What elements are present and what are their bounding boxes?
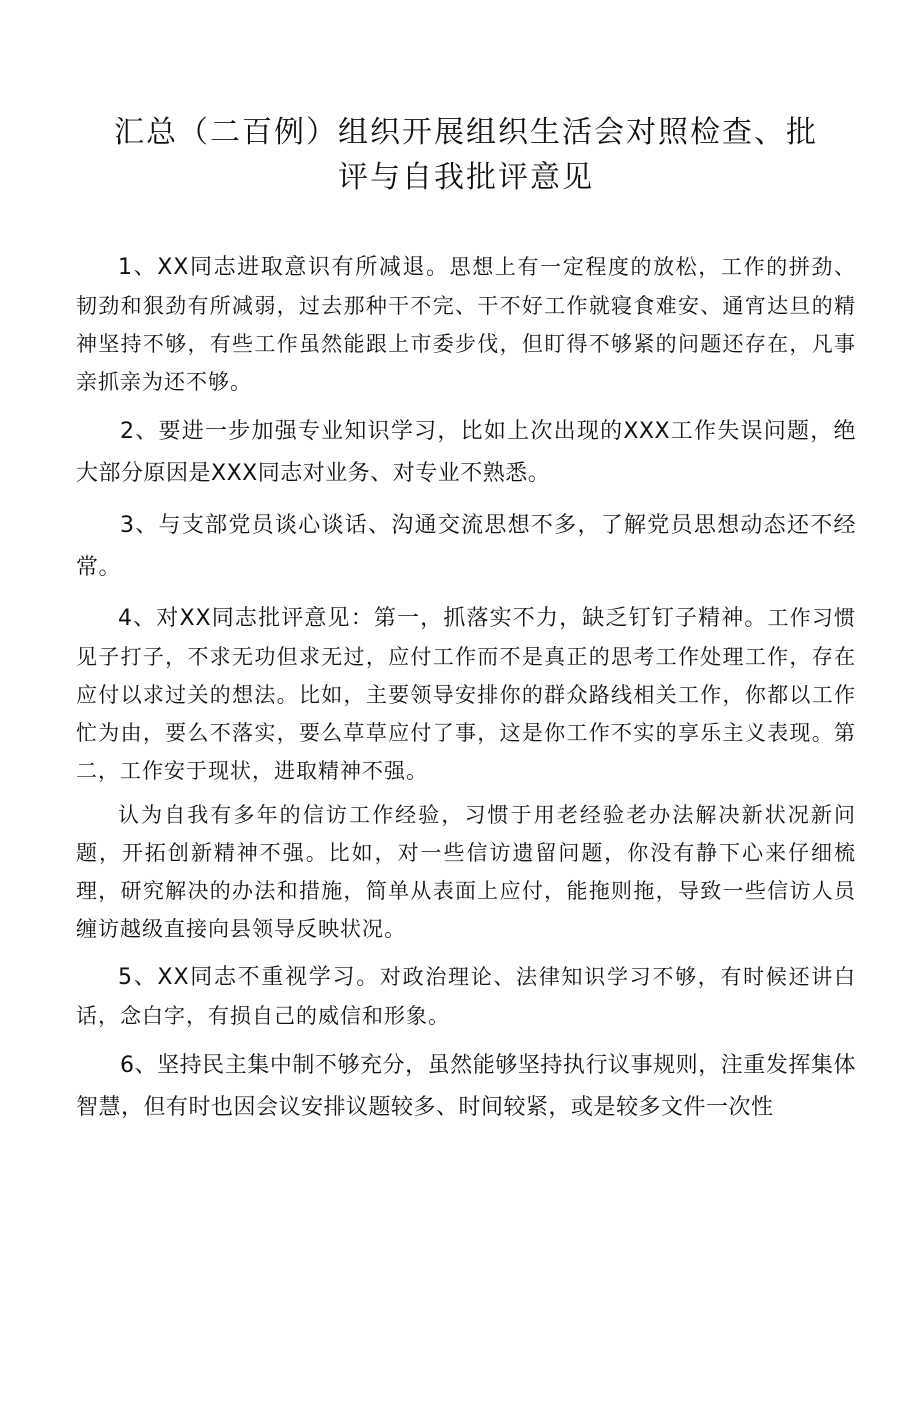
paragraph-4-continued bbox=[76, 796, 856, 948]
paragraph-4-lead: 4、对XX同志批评意见：第一，抓落实不力，缺乏钉钉子精神。 bbox=[118, 606, 768, 631]
paragraph-3 bbox=[76, 505, 856, 589]
paragraph-6 bbox=[76, 1045, 856, 1129]
paragraph-5 bbox=[76, 958, 856, 1035]
paragraph-4-continued-body: 认为自我有多年的信访工作经验，习惯于用老经验老办法解决新状况新问题，开拓创新精神不强。比如，对一些信访遗留问题，你没有静下心来仔细梳理，研究解决的办法和措施，简单从表面上应付，能拖则拖，导致一些信访人员缠访越级直接向县领导反映状况。 bbox=[76, 803, 856, 941]
paragraph-3-body: 3、与支部党员谈心谈话、沟通交流思想不多，了解党员思想动态还不经常。 bbox=[76, 513, 856, 580]
title-line-2: 评与自我批评意见 bbox=[338, 160, 594, 195]
paragraph-6-body: 6、坚持民主集中制不够充分，虽然能够坚持执行议事规则，注重发挥集体智慧，但有时也因会议安排议题较多、时间较紧，或是较多文件一次性 bbox=[76, 1053, 856, 1120]
paragraph-1 bbox=[76, 248, 856, 401]
document-title bbox=[76, 110, 856, 200]
paragraph-5-body: 对政治理论、法律知识学习不够，有时候还讲白话，念白字，有损自己的威信和形象。 bbox=[76, 965, 857, 1028]
paragraph-1-lead: 1、XX同志进取意识有所减退。 bbox=[118, 255, 450, 280]
paragraph-2-body: 2、要进一步加强专业知识学习，比如上次出现的XXX工作失误问题，绝大部分原因是XXX同志对业务、对专业不熟悉。 bbox=[76, 419, 856, 486]
paragraph-4-body: 工作习惯见子打子，不求无功但求无过，应付工作而不是真正的思考工作处理工作，存在应付以求过关的想法。比如，主要领导安排你的群众路线相关工作，你都以工作忙为由，要么不落实，要么草草应付了事，这是你工作不实的享乐主义表现。第二，工作安于现状，进取精神不强。 bbox=[76, 606, 856, 783]
paragraph-2 bbox=[76, 411, 856, 495]
paragraph-5-lead: 5、XX同志不重视学习。 bbox=[118, 965, 380, 990]
title-line-1: 汇总（二百例）组织开展组织生活会对照检查、批 bbox=[114, 115, 818, 150]
paragraph-1-body: 思想上有一定程度的放松，工作的拼劲、韧劲和狠劲有所减弱，过去那种干不完、干不好工作就寝食难安、通宵达旦的精神坚持不够，有些工作虽然能跟上市委步伐，但盯得不够紧的问题还存在，凡事亲抓亲为还不够。 bbox=[76, 255, 857, 394]
document-page bbox=[0, 110, 920, 1411]
paragraph-4 bbox=[76, 599, 856, 790]
document-body bbox=[76, 248, 856, 1129]
